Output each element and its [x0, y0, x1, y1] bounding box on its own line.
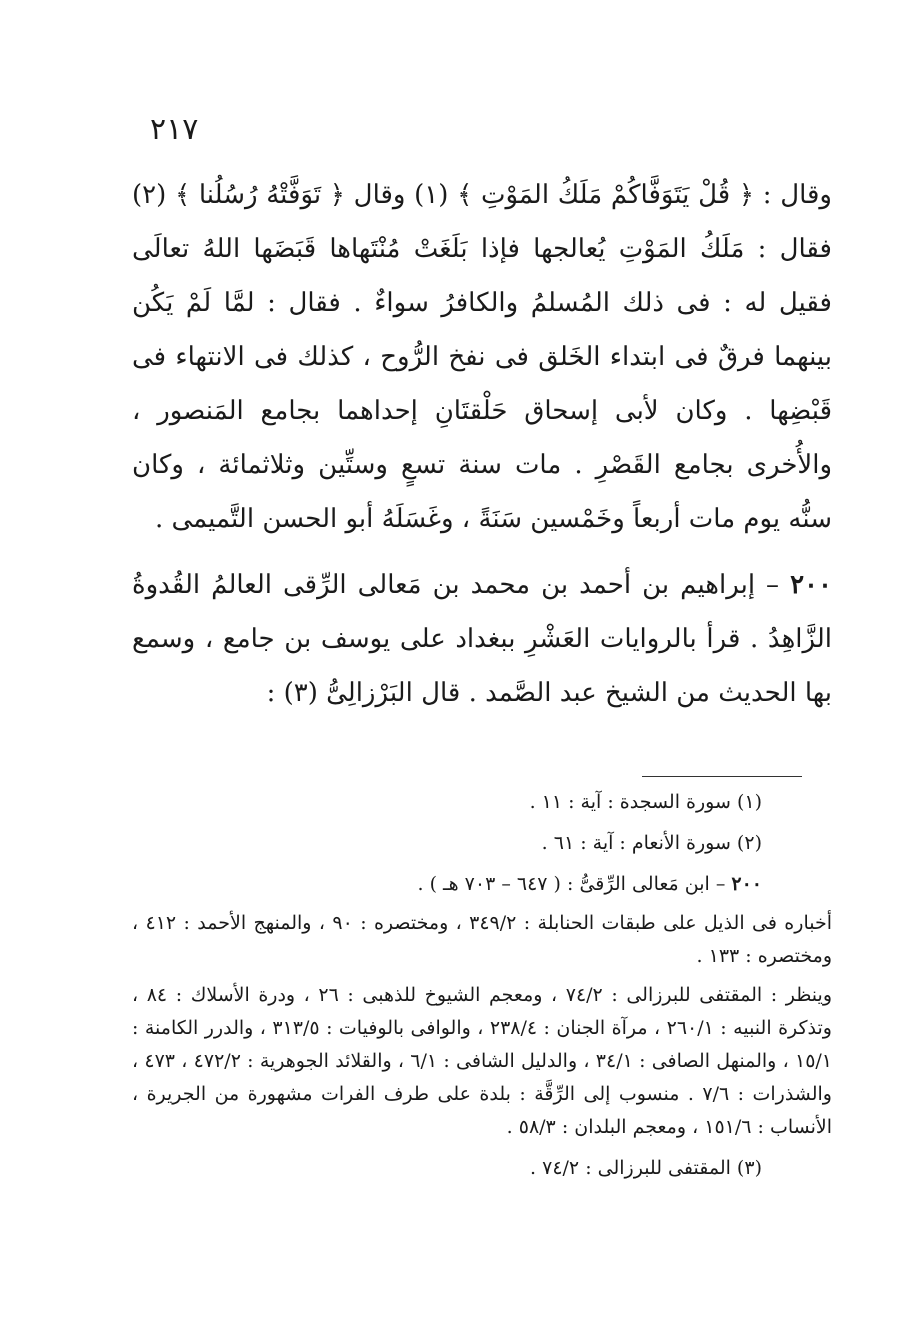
- entry-number: ٢٠٠: [790, 570, 832, 600]
- footnote-akhbar: أخباره فى الذيل على طبقات الحنابلة : ٣٤٩/٢ ، ومختصره : ٩٠ ، والمنهج الأحمد : ٤١٢ ، ومختصره : ١٣٣ .: [132, 912, 832, 967]
- footnote-entry-text: – ابن مَعالى الرِّقىُّ : ( ٦٤٧ – ٧٠٣ هـ ) .: [417, 873, 732, 895]
- footnote-sources: وينظر : المقتفى للبرزالى : ٧٤/٢ ، ومعجم الشيوخ للذهبى : ٢٦ ، ودرة الأسلاك : ٨٤ ، وتذكرة النبيه : ٢٦٠/١ ، مرآة الجنان : ٢٣٨/٤ ، والوافى بالوفيات : ٣١٣/٥ ، والدرر الكامنة : ١٥/١ ، والمنهل الصافى : ٣٤/١ ، والدليل الشافى : ٦/١ ، والقلائد الجوهرية : ٤٧٢/٢ ، ٤٧٣ ، والشذرات : ٧/٦ . منسوب إلى الرِّقَّة : بلدة على طرف الفرات مشهورة من الجريرة ، الأنساب : ١٥١/٦ ، ومعجم البلدان : ٥٨/٣ .: [132, 984, 833, 1138]
- footnote-separator: [642, 776, 802, 777]
- entry-text: – إبراهيم بن أحمد بن محمد بن مَعالى الرِّقى العالمُ القُدوةُ الزَّاهِدُ . قرأ بالروايات العَشْرِ ببغداد على يوسف بن جامع ، وسمع بها الحديث من الشيخ عبد الصَّمد . قال البَرْزالِىُّ (٣) :: [132, 570, 833, 708]
- biography-entry: [132, 558, 832, 720]
- entry-paragraph: [132, 558, 832, 720]
- page-number: ٢١٧: [150, 112, 199, 147]
- footnote-2: (٢) سورة الأنعام : آية : ٦١ .: [541, 832, 762, 854]
- footnote-entry: [132, 868, 832, 901]
- main-paragraph: [132, 168, 832, 546]
- footnote-1: (١) سورة السجدة : آية : ١١ .: [529, 791, 762, 813]
- footnote-entry-number: ٢٠٠: [731, 873, 762, 895]
- footnotes: [132, 786, 832, 1185]
- footnote-3: (٣) المقتفى للبرزالى : ٧٤/٢ .: [530, 1157, 762, 1179]
- paragraph-text: وقال : ﴿ قُلْ يَتَوَفَّاكُمْ مَلَكُ المَوْتِ ﴾ (١) وقال ﴿ تَوَفَّتْهُ رُسُلُنا ﴾ (٢) فقال : مَلَكُ المَوْتِ يُعالجها فإذا بَلَغَتْ مُنْتَهاها قَبَضَها اللهُ تعالَى فقيل له : فى ذلك المُسلمُ والكافرُ سواءٌ . فقال : لمَّا لَمْ يَكُن بينهما فرقٌ فى ابتداء الخَلق فى نفخ الرُّوح ، كذلك فى الانتهاء فى قَبْضِها . وكان لأبى إسحاق حَلْقتَانِ إحداهما بجامع المَنصور ، والأُخرى بجامع القَصْرِ . مات سنة تسعٍ وستِّين وثلاثمائة ، وكان سنُّه يوم مات أربعاً وخَمْسين سَنَةً ، وغَسَلَهُ أبو الحسن التَّميمى .: [132, 180, 832, 534]
